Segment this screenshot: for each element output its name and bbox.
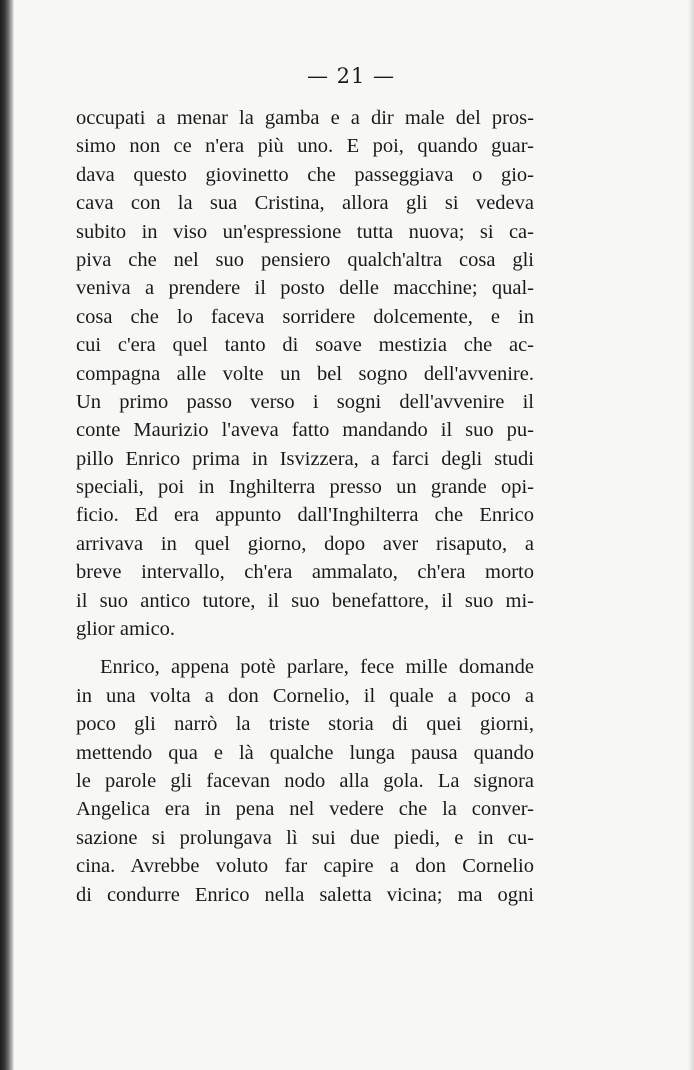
text-line: arrivava in quel giorno, dopo aver risaputo, a bbox=[76, 532, 534, 555]
paragraph-2 bbox=[76, 653, 534, 909]
body-text bbox=[76, 104, 534, 909]
text-line: sazione si prolungava lì sui due piedi, e in cu- bbox=[76, 826, 534, 849]
text-line: mettendo qua e là qualche lunga pausa quando bbox=[76, 741, 534, 764]
text-line: cosa che lo faceva sorridere dolcemente, e in bbox=[76, 305, 534, 328]
paragraph-gap bbox=[76, 643, 534, 653]
text-line: le parole gli facevan nodo alla gola. La signora bbox=[76, 769, 534, 792]
paragraph-1 bbox=[76, 104, 534, 643]
text-line: di condurre Enrico nella saletta vicina; ma ogni bbox=[76, 883, 534, 906]
text-line: compagna alle volte un bel sogno dell'avvenire. bbox=[76, 362, 534, 385]
text-line: piva che nel suo pensiero qualch'altra cosa gli bbox=[76, 248, 534, 271]
text-line: speciali, poi in Inghilterra presso un grande opi- bbox=[76, 476, 534, 499]
text-line: glior amico. bbox=[76, 618, 176, 641]
text-line: Un primo passo verso i sogni dell'avvenire il bbox=[76, 390, 534, 413]
text-line: cava con la sua Cristina, allora gli si vedeva bbox=[76, 192, 534, 215]
text-line: poco gli narrò la triste storia di quei giorni, bbox=[76, 713, 534, 736]
text-line: simo non ce n'era più uno. E poi, quando guar- bbox=[76, 135, 534, 158]
text-line: il suo antico tutore, il suo benefattore, il suo mi- bbox=[76, 589, 534, 612]
text-line: dava questo giovinetto che passeggiava o gio- bbox=[76, 163, 534, 186]
text-line: pillo Enrico prima in Isvizzera, a farci degli studi bbox=[76, 447, 534, 470]
page-edge bbox=[688, 0, 694, 1070]
text-line: subito in viso un'espressione tutta nuova; si ca- bbox=[76, 220, 534, 243]
text-line: occupati a menar la gamba e a dir male del pros- bbox=[76, 107, 534, 129]
text-line: in una volta a don Cornelio, il quale a poco a bbox=[76, 684, 534, 707]
text-line: Angelica era in pena nel vedere che la conver- bbox=[76, 798, 534, 821]
binding-edge bbox=[0, 0, 14, 1070]
text-line: breve intervallo, ch'era ammalato, ch'era morto bbox=[76, 561, 534, 584]
text-line: veniva a prendere il posto delle macchine; qual- bbox=[76, 277, 534, 300]
text-line: conte Maurizio l'aveva fatto mandando il suo pu- bbox=[76, 419, 534, 442]
text-line: cina. Avrebbe voluto far capire a don Cornelio bbox=[76, 855, 534, 878]
text-line: cui c'era quel tanto di soave mestizia che ac- bbox=[76, 334, 534, 357]
text-line: ficio. Ed era appunto dall'Inghilterra che Enrico bbox=[76, 504, 534, 527]
text-line: Enrico, appena potè parlare, fece mille domande bbox=[100, 656, 534, 679]
page-number: — 21 — bbox=[306, 64, 396, 88]
